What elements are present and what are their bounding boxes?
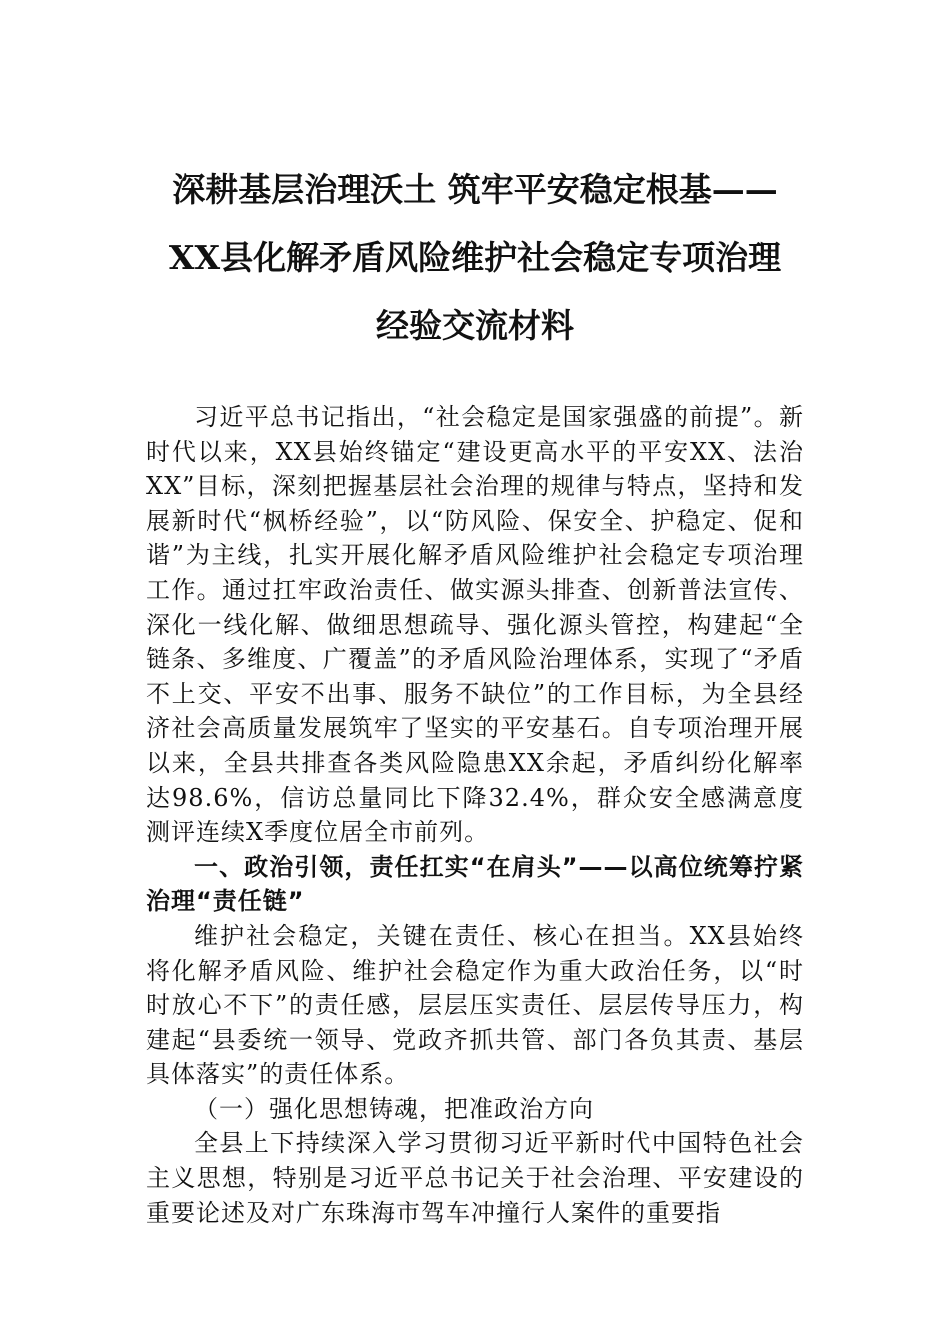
subsection-heading-1: （一）强化思想铸魂，把准政治方向 [194,1094,594,1123]
title-line-3: 经验交流材料 [376,306,574,345]
section-1-paragraph: 维护社会稳定，关键在责任、核心在担当。XX县始终将化解矛盾风险、维护社会稳定作为重大政治任务，以“时时放心不下”的责任感，层层压实责任、层层传导压力，构建起“县委统一领导、党政齐抓共管、部门各负其责、基层具体落实”的责任体系。 [146,921,804,1089]
section-heading-1: 一、政治引领，责任扛实“在肩头”——以高位统筹拧紧治理“责任链” [146,852,804,916]
title-line-2: XX县化解矛盾风险维护社会稳定专项治理 [168,238,782,277]
title-line-1: 深耕基层治理沃土 筑牢平安稳定根基—— [172,170,778,209]
intro-paragraph: 习近平总书记指出，“社会稳定是国家强盛的前提”。新时代以来，XX县始终锚定“建设更高水平的平安XX、法治XX”目标，深刻把握基层社会治理的规律与特点，坚持和发展新时代“枫桥经验”，以“防风险、保安全、护稳定、促和谐”为主线，扎实开展化解矛盾风险维护社会稳定专项治理工作。通过扛牢政治责任、做实源头排查、创新普法宣传、深化一线化解、做细思想疏导、强化源头管控，构建起“全链条、多维度、广覆盖”的矛盾风险治理体系，实现了“矛盾不上交、平安不出事、服务不缺位”的工作目标，为全县经济社会高质量发展筑牢了坚实的平安基石。自专项治理开展以来，全县共排查各类风险隐患XX余起，矛盾纠纷化解率达98.6%，信访总量同比下降32.4%，群众安全感满意度测评连续X季度位居全市前列。 [146,403,804,847]
subsection-1-paragraph: 全县上下持续深入学习贯彻习近平新时代中国特色社会主义思想，特别是习近平总书记关于社会治理、平安建设的重要论述及对广东珠海市驾车冲撞行人案件的重要指 [146,1129,804,1227]
document-title [146,156,804,360]
document-body [146,400,804,1230]
